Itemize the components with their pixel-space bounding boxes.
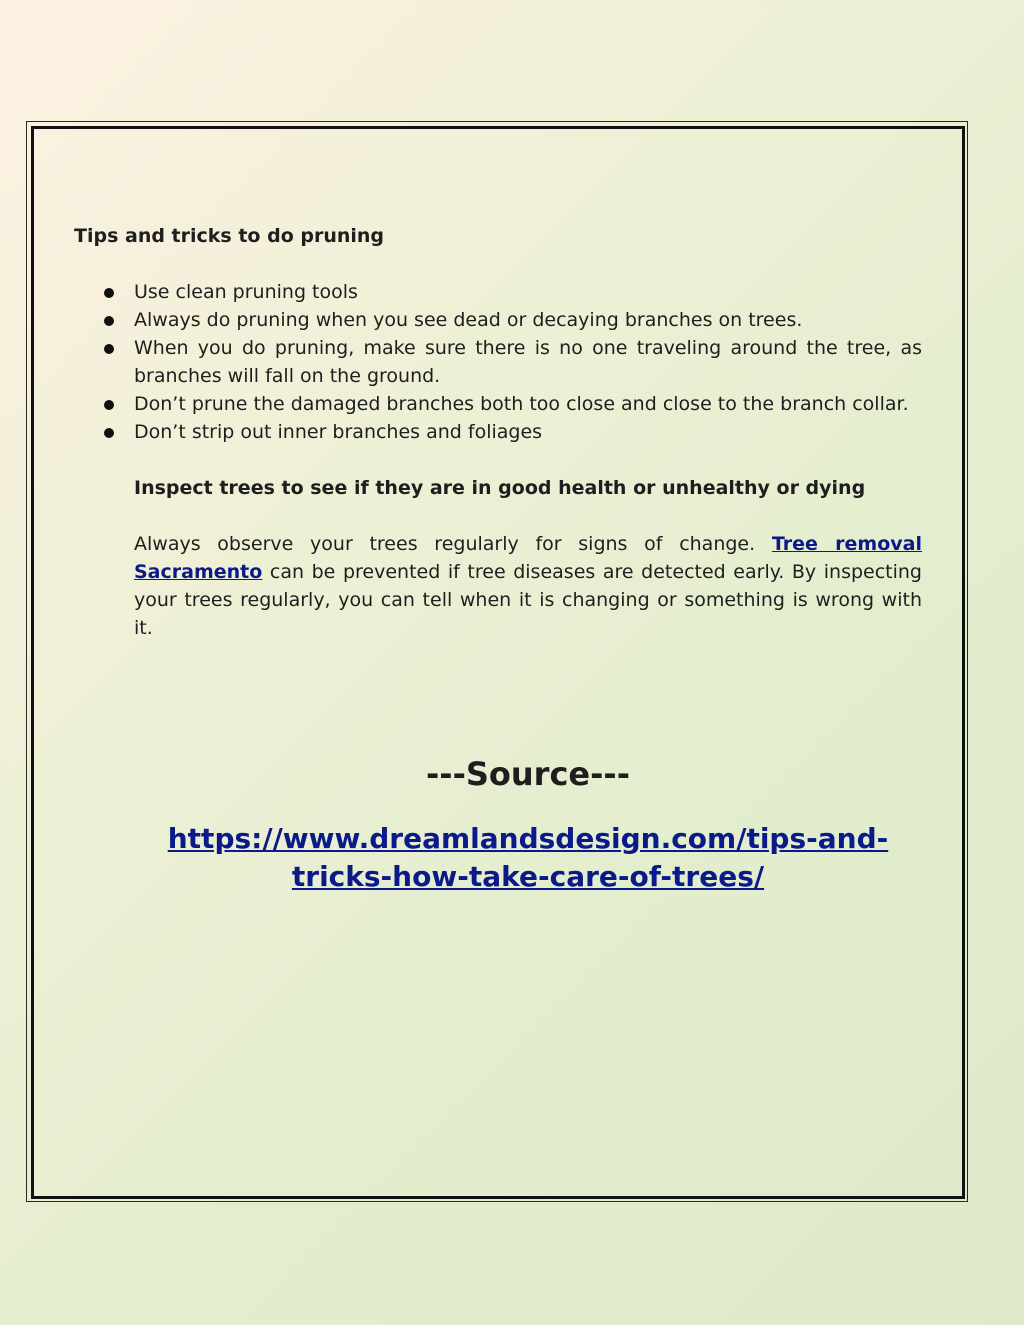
bullet-icon bbox=[104, 316, 114, 326]
list-item bbox=[134, 418, 922, 446]
bullet-icon bbox=[104, 344, 114, 354]
bullet-icon bbox=[104, 428, 114, 438]
inspect-paragraph bbox=[134, 530, 922, 642]
inspect-heading: Inspect trees to see if they are in good health or unhealthy or dying bbox=[134, 477, 866, 499]
tip-text: Always do pruning when you see dead or decaying branches on trees. bbox=[134, 309, 803, 331]
source-url-link[interactable]: https://www.dreamlandsdesign.com/tips-and-tricks-how-take-care-of-trees/ bbox=[167, 822, 889, 893]
tip-text: Don’t prune the damaged branches both too close and close to the branch collar. bbox=[134, 393, 909, 415]
paragraph-text-start: Always observe your trees regularly for signs of change. bbox=[134, 533, 772, 555]
bullet-icon bbox=[104, 288, 114, 298]
source-link-container bbox=[140, 820, 916, 896]
list-item bbox=[134, 278, 922, 306]
tip-text: Don’t strip out inner branches and foliages bbox=[134, 421, 543, 443]
bullet-icon bbox=[104, 400, 114, 410]
tip-text: When you do pruning, make sure there is no one traveling around the tree, as branches will fall on the ground. bbox=[134, 337, 922, 387]
list-item bbox=[134, 334, 922, 390]
document-content bbox=[74, 222, 922, 642]
tree-removal-link[interactable]: Tree removal Sacramento bbox=[134, 533, 923, 583]
section-heading: Tips and tricks to do pruning bbox=[74, 225, 385, 247]
list-item bbox=[134, 306, 922, 334]
paragraph-text-end: can be prevented if tree diseases are detected early. By inspecting your trees regularly, you can tell when it is changing or something is wrong with it. bbox=[134, 561, 922, 639]
tip-text: Use clean pruning tools bbox=[134, 281, 358, 303]
inspect-section bbox=[74, 474, 922, 642]
tips-list bbox=[74, 278, 922, 446]
list-item bbox=[134, 390, 922, 418]
source-title: ---Source--- bbox=[426, 755, 630, 793]
